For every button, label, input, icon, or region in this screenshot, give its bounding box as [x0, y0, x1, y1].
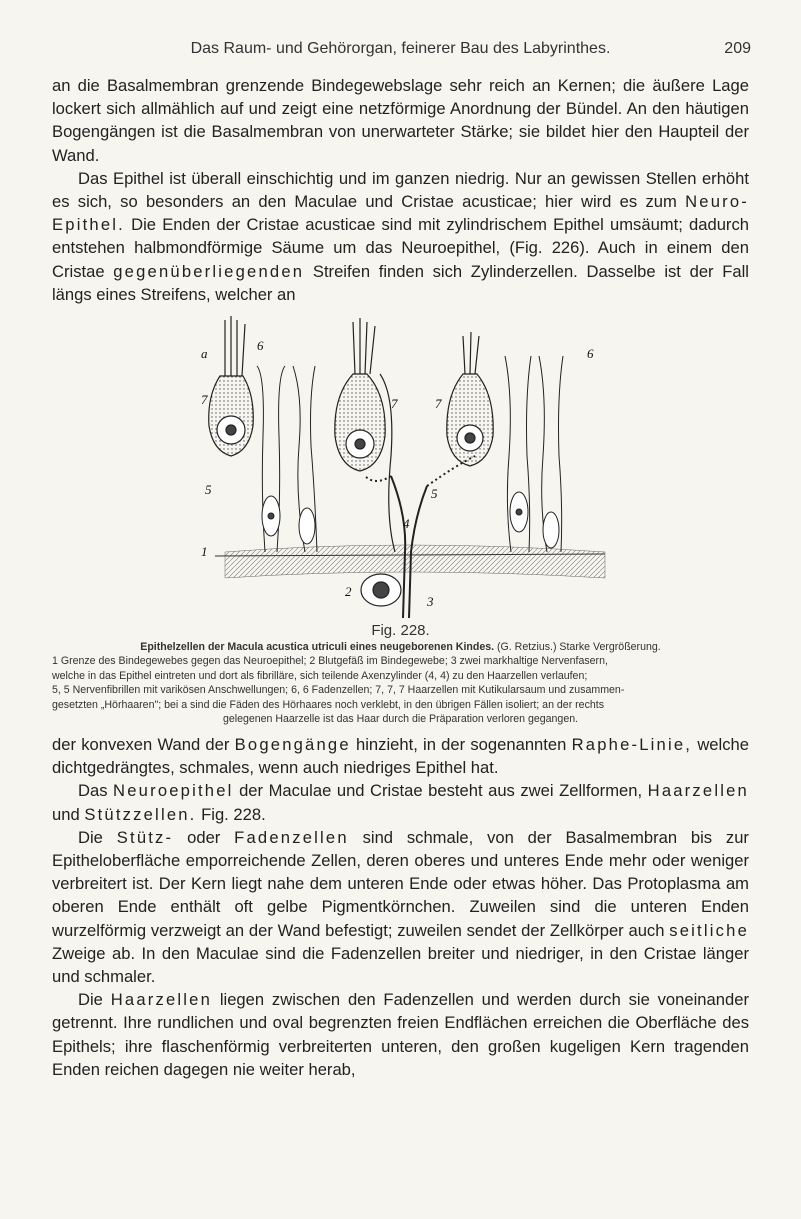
emphasis: Haarzellen: [647, 781, 749, 801]
emphasis: Raphe-Linie,: [571, 735, 693, 754]
running-header: [50, 40, 751, 64]
emphasis: seitliche: [669, 920, 749, 940]
paragraph: an die Basalmembran grenzende Bindegewebslage sehr reich an Kernen; die äußere Lage lockert sich allmählich auf und zeigt eine netzförmige Anordnung der Bündel. An den häutigen Bogengängen ist die Basalmembran von unerwarteter Stärke; sie bildet hier den Haupteil der Wand.: [52, 76, 749, 165]
label-5: 5: [205, 482, 212, 497]
legend-author: (G. Retzius.) Starke Vergrößerung.: [497, 641, 661, 653]
emphasis: Neuro-Epithel.: [52, 192, 749, 235]
hair-cell: [209, 316, 254, 456]
label-4: 4: [403, 516, 410, 531]
support-cell: [505, 356, 563, 552]
label-5: 5: [431, 486, 438, 501]
label-2: 2: [345, 584, 352, 599]
emphasis: Neuroepithel: [113, 781, 234, 801]
legend-line: gelegenen Haarzelle ist das Haar durch die Präparation verloren gegangen.: [222, 713, 579, 726]
epithelium-drawing: [195, 316, 613, 620]
paragraph: der konvexen Wand der Bogengänge hinzieht, in der sogenannten Raphe-Linie, welche dichtgedrängtes, schmales, wenn auch niedriges Epithel hat.: [52, 735, 749, 778]
label-3: 3: [427, 594, 434, 609]
label-6: 6: [257, 338, 264, 353]
legend-line: 5, 5 Nervenfibrillen mit varikösen Anschwellungen; 6, 6 Fadenzellen; 7, 7, 7 Haarzellen mit Kutikularsaum und zusammen-: [52, 684, 625, 697]
page-number: 209: [724, 40, 751, 57]
label-1: 1: [201, 544, 208, 559]
support-cell: [257, 366, 317, 552]
top-text-block: [52, 74, 749, 306]
figure-illustration: [195, 316, 613, 620]
figure-caption: Fig. 228.: [371, 622, 430, 639]
legend-line: 1 Grenze des Bindegewebes gegen das Neuroepithel; 2 Blutgefäß im Bindegewebe; 3 zwei markhaltige Nervenfasern,: [52, 655, 608, 668]
hair-cell: [447, 332, 493, 466]
hair-cell: [335, 318, 395, 552]
emphasis: Stützzellen.: [84, 804, 197, 824]
blood-vessel: [361, 574, 401, 606]
emphasis: Haarzellen: [110, 990, 213, 1010]
label-6: 6: [587, 346, 594, 361]
label-7: 7: [391, 396, 398, 411]
running-title: Das Raum- und Gehörorgan, feinerer Bau des Labyrinthes.: [190, 40, 611, 57]
emphasis: Stütz-: [116, 827, 174, 847]
paragraph: Die Haarzellen liegen zwischen den Fadenzellen und werden durch sie voneinander getrennt. Ihre rundlichen und oval begrenzten freien Endflächen erreichen die Oberfläche des Epithels; ihre flaschenförmig verbreiterten unteren, den großen kugeligen Kern tragenden Enden reichen dagegen nie weiter herab,: [52, 990, 749, 1079]
paragraph: Das Neuroepithel der Maculae und Cristae besteht aus zwei Zellformen, Haarzellen und Stützzellen. Fig. 228.: [52, 781, 749, 824]
label-a: a: [201, 346, 208, 361]
paragraph: Das Epithel ist überall einschichtig und im ganzen niedrig. Nur an gewissen Stellen erhöht es sich, so besonders an den Maculae und Cristae acusticae; hier wird es zum Neuro-Epithel. Die Enden der Cristae acusticae sind mit zylindrischem Epithel umsäumt; dadurch entstehen halbmondförmige Säume um das Neuroepithel, (Fig. 226). Auch in einem den Cristae gegenüberliegenden Streifen finden sich Zylinderzellen. Dasselbe ist der Fall längs eines Streifens, welcher an: [52, 168, 749, 304]
emphasis: Bogengänge: [234, 735, 351, 754]
bottom-text-block: [52, 733, 749, 1081]
figure-legend: [52, 640, 749, 726]
emphasis: gegenüberliegenden: [113, 261, 305, 281]
paragraph: Die Stütz- oder Fadenzellen sind schmale, von der Basalmembran bis zur Epitheloberfläche emporreichende Zellen, deren oberes und unteres Ende mehr oder weniger verbreitert ist. Der Kern liegt nahe dem unteren Ende oder etwas höher. Das Protoplasma am oberen Ende enthält oft gelbe Pigmentkörnchen. Zuweilen sind die unteren Enden wurzelförmig verzweigt an der Wand befestigt; zuweilen sendet der Zellkörper auch seitliche Zweige ab. In den Maculae sind die Fadenzellen breiter und niedriger, in den Cristae länger und schmaler.: [52, 827, 749, 987]
legend-line: welche in das Epithel eintreten und dort als fibrilläre, sich teilende Axenzylinder (4, 4) zu den Haarzellen verlaufen;: [52, 669, 588, 682]
legend-line: gesetzten „Hörhaaren"; bei a sind die Fäden des Hörhaares noch verklebt, in den übrigen Fällen isoliert; an der rechts: [52, 698, 605, 711]
label-7: 7: [201, 392, 208, 407]
label-7: 7: [435, 396, 442, 411]
legend-title: Epithelzellen der Macula acustica utriculi eines neugeborenen Kindes.: [140, 641, 495, 653]
emphasis: Fadenzellen: [234, 827, 349, 847]
